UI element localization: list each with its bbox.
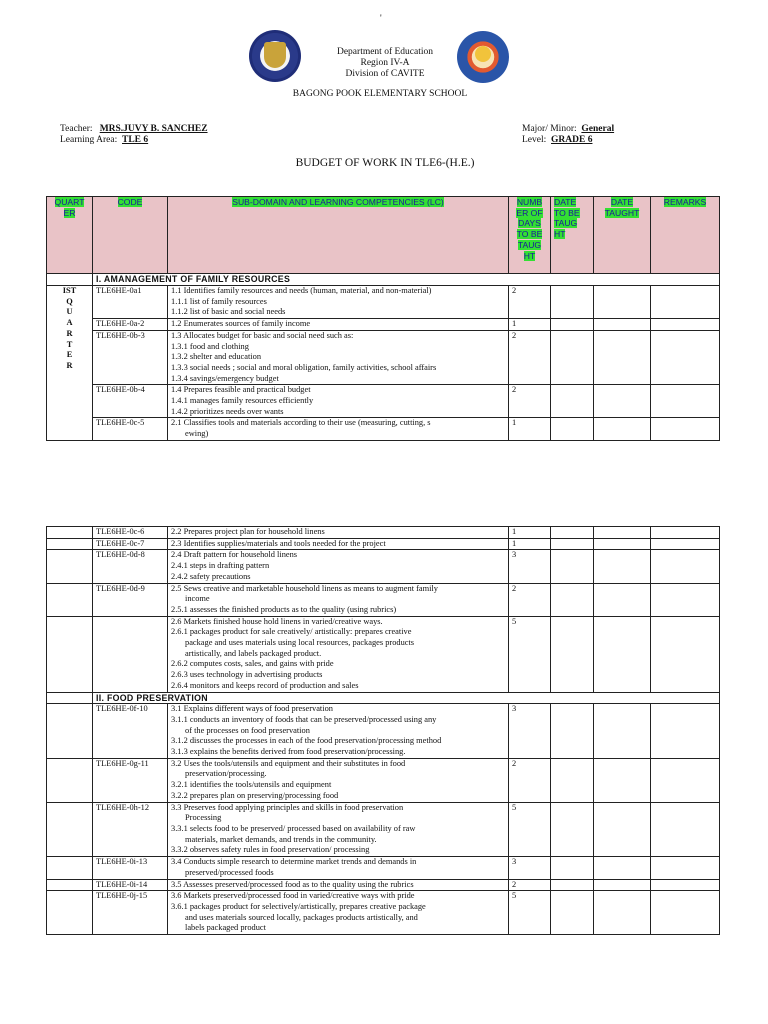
days-cell: 1 [509,418,551,440]
competency-line: ewing) [185,429,209,439]
days-cell: 2 [509,330,551,385]
days-cell: 3 [509,704,551,759]
competency-line: 3.1 Explains different ways of food preservation [171,704,333,714]
section-title: II. FOOD PRESERVATION [93,692,720,704]
date-to-be-taught-cell [551,550,594,583]
code-cell: TLE6HE-0a-2 [93,319,168,331]
section-row [47,692,720,704]
competency-line: preservation/processing. [185,769,267,779]
date-taught-cell [594,418,651,440]
competency-cell [168,538,509,550]
competency-line: 1.3.2 shelter and education [171,352,262,362]
competency-line: and uses materials sourced locally, packages products artistically, and [185,912,418,922]
document-title: BUDGET OF WORK IN TLE6-(H.E.) [295,157,475,169]
col-competencies: SUB-DOMAIN AND LEARNING COMPETENCIES (LC) [232,197,444,207]
col-date-to-be-taught: DATE TO BE TAUG HT [554,197,580,240]
quarter-cell [47,802,93,857]
quarter-cell [47,527,93,539]
quarter-cell [47,891,93,935]
date-taught-cell [594,385,651,418]
competency-line: 3.1.3 explains the benefits derived from food preservation/processing. [171,747,406,757]
competency-line: 2.5.1 assesses the finished products as to the quality (using rubrics) [171,604,397,614]
table-row [47,385,720,418]
days-cell: 5 [509,616,551,692]
table-row [47,550,720,583]
competency-line: 2.2 Prepares project plan for household linens [171,527,325,536]
area-value: TLE 6 [122,135,149,145]
remarks-cell [651,758,720,802]
competency-line: of the processes on food preservation [185,725,310,735]
competency-line: package and uses materials using local resources, packages products [185,638,415,648]
table-row [47,704,720,759]
quarter-cell [47,550,93,583]
date-taught-cell [594,758,651,802]
table-row [47,330,720,385]
remarks-cell [651,704,720,759]
table-row [47,879,720,891]
days-cell: 3 [509,550,551,583]
agency-block [300,47,470,80]
code-cell [93,616,168,692]
remarks-cell [651,319,720,331]
quarter-cell [47,704,93,759]
date-taught-cell [594,538,651,550]
table-row [47,527,720,539]
days-cell: 5 [509,802,551,857]
code-cell: TLE6HE-0c-5 [93,418,168,440]
col-quarter: QUART ER [54,197,85,218]
code-cell: TLE6HE-0d-8 [93,550,168,583]
remarks-cell [651,802,720,857]
competency-cell [168,879,509,891]
days-cell: 3 [509,857,551,879]
competency-line: 3.3.2 observes safety rules in food preservation/ processing [171,845,370,855]
quarter-cell [47,857,93,879]
date-to-be-taught-cell [551,879,594,891]
date-to-be-taught-cell [551,330,594,385]
days-cell: 2 [509,286,551,319]
competency-line: 1.4.2 prioritizes needs over wants [171,406,284,416]
table-row [47,891,720,935]
section-row [47,274,720,286]
table-row [47,418,720,440]
competency-line: 3.3 Preserves food applying principles and skills in food preservation [171,802,404,812]
division-name: Division of CAVITE [345,69,425,79]
days-cell: 1 [509,538,551,550]
table-row [47,319,720,331]
remarks-cell [651,418,720,440]
competency-line: 3.4 Conducts simple research to determine market trends and demands in [171,857,417,867]
competency-line: 3.1.2 discusses the processes in each of the food preservation/processing method [171,736,442,746]
competency-line: 3.1.1 conducts an inventory of foods that can be preserved/processed using any [171,714,437,724]
code-cell: TLE6HE-0c-6 [93,527,168,539]
competency-cell [168,583,509,616]
competency-line: 1.1 Identifies family resources and needs (human, material, and non-material) [171,286,432,295]
date-taught-cell [594,550,651,583]
days-cell: 2 [509,385,551,418]
competency-line: 2.6.1 packages product for sale creatively/ artistically: prepares creative [171,627,412,637]
date-to-be-taught-cell [551,418,594,440]
date-to-be-taught-cell [551,538,594,550]
code-cell: TLE6HE-0i-13 [93,857,168,879]
quarter-cell: IST Q U A R T E R [47,286,93,441]
date-to-be-taught-cell [551,527,594,539]
remarks-cell [651,538,720,550]
date-to-be-taught-cell [551,616,594,692]
competency-cell [168,857,509,879]
competency-line: 1.4.1 manages family resources efficiently [171,396,314,406]
date-to-be-taught-cell [551,319,594,331]
remarks-cell [651,286,720,319]
competency-line: 2.4.2 safety precautions [171,571,251,581]
days-cell: 1 [509,319,551,331]
date-to-be-taught-cell [551,583,594,616]
code-cell: TLE6HE-0b-3 [93,330,168,385]
competency-cell [168,550,509,583]
quarter-cell [47,616,93,692]
col-days: NUMB ER OF DAYS TO BE TAUG HT [516,197,543,261]
code-cell: TLE6HE-0f-10 [93,704,168,759]
days-cell: 2 [509,758,551,802]
competency-cell [168,758,509,802]
school-name: BAGONG POOK ELEMENTARY SCHOOL [292,89,468,99]
competency-cell [168,385,509,418]
date-taught-cell [594,527,651,539]
table-row [47,857,720,879]
date-taught-cell [594,330,651,385]
col-code: CODE [117,197,143,207]
date-taught-cell [594,704,651,759]
remarks-cell [651,879,720,891]
table-row [47,802,720,857]
competency-line: 3.2 Uses the tools/utensils and equipment and their substitutes in food [171,758,406,768]
competency-line: 3.2.1 identifies the tools/utensils and equipment [171,780,332,790]
competency-line: 1.2 Enumerates sources of family income [171,319,311,329]
budget-table-page2 [46,526,720,935]
table-row [47,616,720,692]
date-taught-cell [594,857,651,879]
table-row [47,758,720,802]
code-cell: TLE6HE-0h-12 [93,802,168,857]
remarks-cell [651,857,720,879]
section-title: I. AMANAGEMENT OF FAMILY RESOURCES [93,274,720,286]
competency-cell [168,527,509,539]
teacher-name: MRS.JUVY B. SANCHEZ [99,124,208,134]
competency-line: 2.6.3 uses technology in advertising products [171,670,323,680]
code-cell: TLE6HE-0b-4 [93,385,168,418]
date-taught-cell [594,891,651,935]
competency-line: preserved/processed foods [185,867,274,877]
quarter-cell [47,758,93,802]
days-cell: 5 [509,891,551,935]
quarter-cell [47,538,93,550]
deped-seal-icon [249,30,301,82]
code-cell: TLE6HE-0a1 [93,286,168,319]
remarks-cell [651,891,720,935]
competency-line: materials, market demands, and trends in the community. [185,834,377,844]
teacher-label: Teacher: [60,124,93,134]
competency-line: 1.1.1 list of family resources [171,296,267,306]
competency-line: 2.1 Classifies tools and materials according to their use (measuring, cutting, s [171,418,431,428]
remarks-cell [651,527,720,539]
major-label: Major/ Minor: [522,124,577,134]
date-to-be-taught-cell [551,802,594,857]
competency-line: 2.4.1 steps in drafting pattern [171,561,270,571]
date-to-be-taught-cell [551,704,594,759]
area-line [60,134,148,146]
competency-line: labels packaged product [185,923,266,933]
remarks-cell [651,583,720,616]
region-name: Region IV-A [360,58,410,68]
level-label: Level: [522,135,547,145]
competency-line: 3.2.2 prepares plan on preserving/processing food [171,790,339,800]
competency-line: 2.3 Identifies supplies/materials and tools needed for the project [171,538,386,548]
quarter-cell [47,879,93,891]
date-taught-cell [594,616,651,692]
date-taught-cell [594,286,651,319]
competency-cell [168,319,509,331]
days-cell: 1 [509,527,551,539]
competency-line: 1.1.2 list of basic and social needs [171,307,286,317]
competency-cell [168,802,509,857]
remarks-cell [651,616,720,692]
quarter-cell [47,583,93,616]
code-cell: TLE6HE-0i-14 [93,879,168,891]
level-line [522,134,592,146]
table-row [47,286,720,319]
competency-line: 2.5 Sews creative and marketable household linens as means to augment family [171,583,438,593]
competency-line: 3.3.1 selects food to be preserved/ processed based on availability of raw [171,823,416,833]
days-cell: 2 [509,583,551,616]
date-to-be-taught-cell [551,286,594,319]
area-label: Learning Area: [60,135,118,145]
budget-table-page1 [46,196,720,441]
competency-line: artistically, and labels packaged product. [185,648,322,658]
date-taught-cell [594,802,651,857]
level-value: GRADE 6 [551,135,593,145]
competency-cell [168,891,509,935]
competency-line: 1.3.3 social needs ; social and moral obligation, family activities, school affairs [171,362,437,372]
date-to-be-taught-cell [551,891,594,935]
competency-cell [168,418,509,440]
col-remarks: REMARKS [663,197,707,207]
competency-line: 1.3 Allocates budget for basic and social need such as: [171,330,354,340]
competency-line: 2.6.2 computes costs, sales, and gains with pride [171,659,334,669]
department-name: Department of Education [336,47,434,57]
date-taught-cell [594,319,651,331]
code-cell: TLE6HE-0j-15 [93,891,168,935]
code-cell: TLE6HE-0g-11 [93,758,168,802]
remarks-cell [651,550,720,583]
top-mark: ' [380,14,382,24]
competency-line: 2.4 Draft pattern for household linens [171,550,298,560]
competency-cell [168,286,509,319]
code-cell: TLE6HE-0d-9 [93,583,168,616]
days-cell: 2 [509,879,551,891]
table-row [47,583,720,616]
competency-line: Processing [185,813,222,823]
competency-line: 1.3.1 food and clothing [171,341,249,351]
competency-cell [168,704,509,759]
competency-line: 3.5 Assesses preserved/processed food as to the quality using the rubrics [171,879,414,889]
competency-line: 2.6 Markets finished house hold linens in varied/creative ways. [171,616,383,626]
competency-line: 3.6 Markets preserved/processed food in varied/creative ways with pride [171,891,415,901]
competency-cell [168,330,509,385]
table-header-row [47,197,720,274]
competency-cell [168,616,509,692]
date-taught-cell [594,879,651,891]
date-taught-cell [594,583,651,616]
table-row [47,538,720,550]
competency-line: 2.6.4 monitors and keeps record of production and sales [171,680,359,690]
date-to-be-taught-cell [551,758,594,802]
remarks-cell [651,385,720,418]
competency-line: 3.6.1 packages product for selectively/artistically, prepares creative package [171,901,426,911]
date-to-be-taught-cell [551,385,594,418]
quarter-cell [47,692,93,704]
date-to-be-taught-cell [551,857,594,879]
competency-line: 1.3.4 savings/emergency budget [171,373,279,383]
major-value: General [581,124,615,134]
competency-line: 1.4 Prepares feasible and practical budget [171,385,311,395]
remarks-cell [651,330,720,385]
code-cell: TLE6HE-0c-7 [93,538,168,550]
col-date-taught: DATE TAUGHT [604,197,640,218]
competency-line: income [185,594,210,604]
